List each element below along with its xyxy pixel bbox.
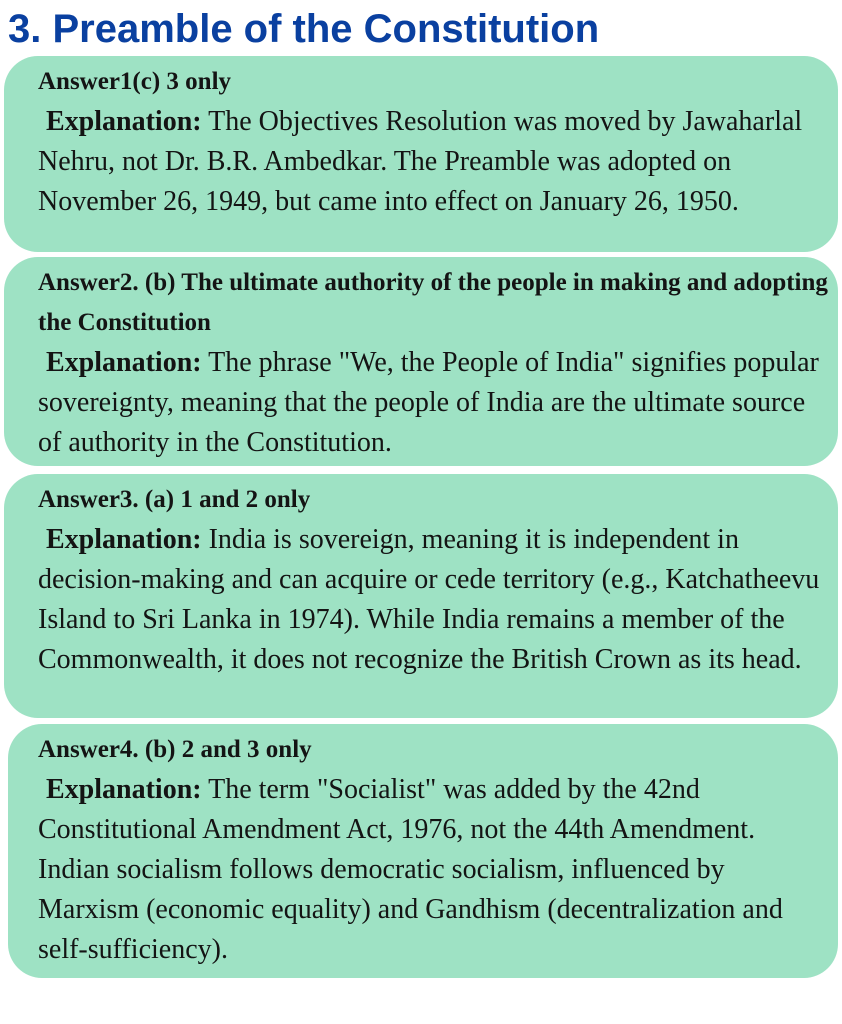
answer-heading: Answer4. (b) 2 and 3 only — [38, 736, 312, 763]
explanation-text: India is sovereign, meaning it is independent in decision-making and can acquire or cede territory (e.g., Katchatheevu Island to Sri Lanka in 1974). While India remains a member of the Commonwealth, it does not recognize the British Crown as its head. — [38, 524, 820, 675]
explanation — [38, 520, 828, 680]
explanation-label: Explanation: — [46, 774, 202, 805]
answer-heading: Answer1(c) 3 only — [38, 68, 232, 95]
answer-card-1 — [4, 56, 838, 252]
explanation-text: The Objectives Resolution was moved by Jawaharlal Nehru, not Dr. B.R. Ambedkar. The Preamble was adopted on November 26, 1949, but came into effect on January 26, 1950. — [38, 106, 803, 217]
page-title: 3. Preamble of the Constitution — [8, 7, 600, 51]
explanation — [38, 343, 828, 463]
explanation — [38, 770, 828, 970]
explanation-text: The term "Socialist" was added by the 42nd Constitutional Amendment Act, 1976, not the 44th Amendment. Indian socialism follows democratic socialism, influenced by Marxism (economic equality) and Gandhism (decentralization and self-sufficiency). — [38, 774, 783, 965]
explanation-label: Explanation: — [46, 524, 202, 555]
explanation — [38, 102, 828, 222]
answer-heading: Answer3. (a) 1 and 2 only — [38, 486, 311, 513]
explanation-label: Explanation: — [46, 347, 202, 378]
answer-heading: Answer2. (b) The ultimate authority of the people in making and adopting the Constitution — [38, 269, 828, 336]
answer-card-4 — [8, 724, 838, 978]
answer-card-3 — [4, 474, 838, 718]
explanation-text: The phrase "We, the People of India" signifies popular sovereignty, meaning that the people of India are the ultimate source of authority in the Constitution. — [38, 347, 819, 458]
answer-card-2 — [4, 257, 838, 466]
explanation-label: Explanation: — [46, 106, 202, 137]
